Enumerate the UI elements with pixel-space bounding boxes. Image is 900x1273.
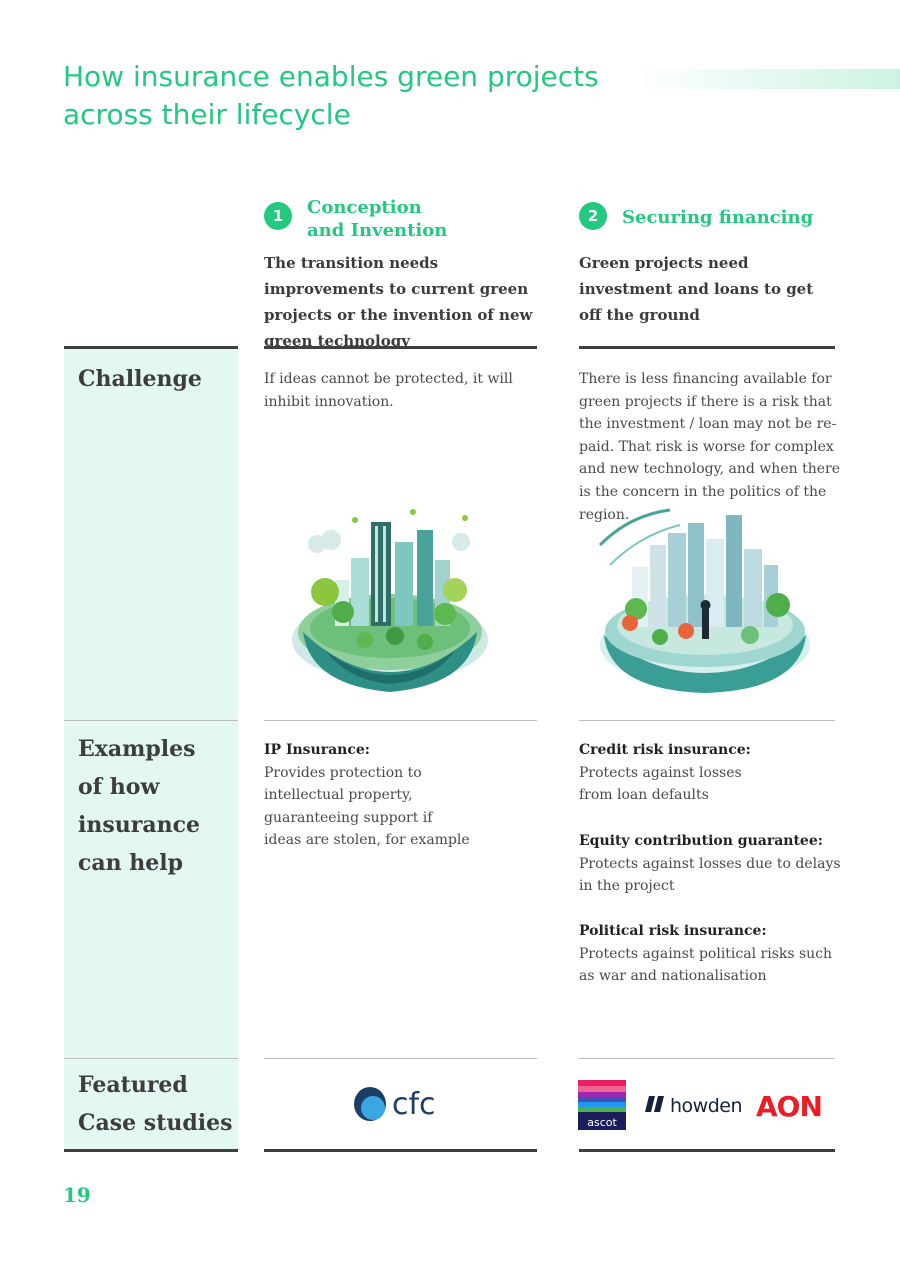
- page-number: 19: [63, 1183, 91, 1207]
- row-label-examples: Examples of how insurance can help: [78, 736, 200, 876]
- cfc-logo-text: cfc: [392, 1087, 436, 1122]
- step-number-badge: 1: [264, 202, 292, 230]
- challenge-text-conception: If ideas cannot be protected, it will inhibit innovation.: [264, 371, 513, 410]
- howden-logo-icon[interactable]: [645, 1090, 745, 1120]
- row-divider: [64, 720, 238, 721]
- example-equity-guarantee: [579, 830, 841, 898]
- aon-logo-icon[interactable]: [756, 1086, 832, 1122]
- row-divider: [579, 346, 835, 349]
- row-divider: [264, 346, 537, 349]
- example-description: Protects against political risks such as war and nationalisation: [579, 945, 833, 985]
- example-political-risk: [579, 920, 841, 988]
- example-title: IP Insurance:: [264, 742, 370, 758]
- row-label-featured: Featured Case studies: [78, 1072, 233, 1136]
- row-divider: [64, 346, 238, 349]
- example-description: Protects against losses from loan defaults: [579, 764, 742, 804]
- row-divider: [579, 720, 835, 721]
- row-divider: [579, 1058, 835, 1059]
- ascot-logo-icon[interactable]: [578, 1080, 626, 1130]
- example-title: Political risk insurance:: [579, 923, 767, 939]
- example-description: Protects against losses due to delays in the project: [579, 855, 841, 895]
- example-credit-risk: [579, 739, 779, 807]
- city-island-investor-illustration: [590, 505, 820, 700]
- page-title: How insurance enables green projects across their lifecycle: [63, 60, 599, 131]
- green-globe-city-illustration: [285, 500, 495, 705]
- aon-logo-text: AON: [756, 1090, 822, 1122]
- column-intro-financing: Green projects need investment and loans to get off the ground: [579, 254, 814, 324]
- row-divider: [64, 1149, 238, 1152]
- example-ip-insurance: [264, 739, 474, 852]
- howden-logo-text: howden: [670, 1095, 742, 1117]
- row-divider: [264, 1058, 537, 1059]
- challenge-text-financing: There is less financing available for green projects if there is a risk that the investment / loan may not be re-paid. That risk is worse for complex and new technology, and when there is the concern in the politics of the region.: [579, 371, 840, 523]
- example-description: Provides protection to intellectual property, guaranteeing support if ideas are stolen, for example: [264, 764, 470, 849]
- example-title: Equity contribution guarantee:: [579, 833, 823, 849]
- row-divider: [264, 1149, 537, 1152]
- cfc-logo-icon[interactable]: [352, 1082, 452, 1126]
- row-divider: [579, 1149, 835, 1152]
- row-divider: [64, 1058, 238, 1059]
- column-title-conception: Conception and Invention: [307, 197, 448, 241]
- ascot-logo-text: ascot: [587, 1116, 617, 1129]
- column-title-financing: Securing financing: [622, 207, 814, 228]
- column-intro-conception: The transition needs improvements to current green projects or the invention of new green technology: [264, 254, 533, 350]
- title-accent-band: [630, 69, 900, 89]
- example-title: Credit risk insurance:: [579, 742, 751, 758]
- row-divider: [264, 720, 537, 721]
- step-number-badge: 2: [579, 202, 607, 230]
- row-label-challenge: Challenge: [78, 366, 202, 392]
